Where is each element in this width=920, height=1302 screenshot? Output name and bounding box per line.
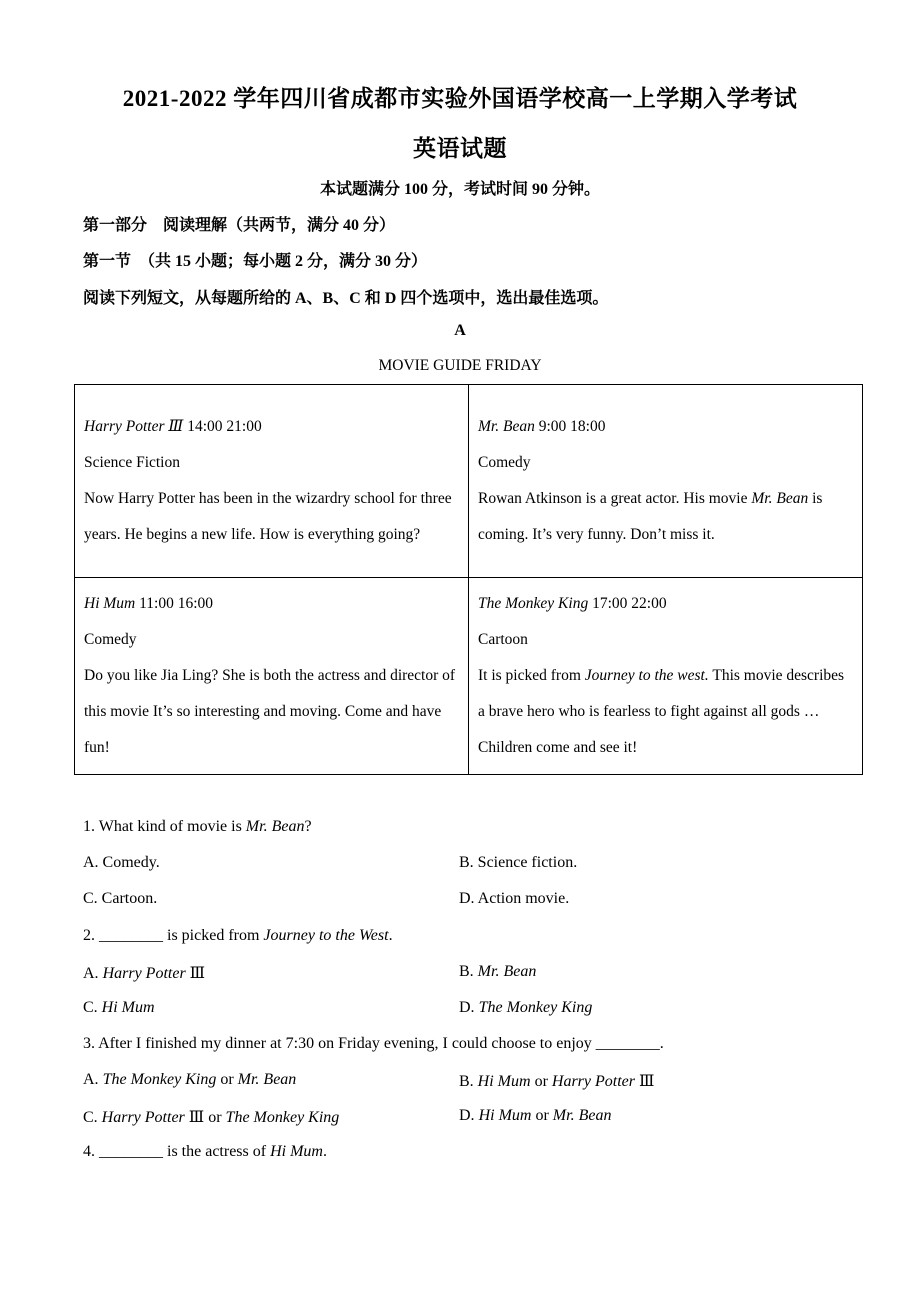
- desc-text: Rowan Atkinson is a great actor. His movie: [478, 490, 752, 507]
- section-heading: 第一节 （共 15 小题；每小题 2 分，满分 30 分）: [83, 253, 428, 270]
- movie-guide-table: [74, 384, 863, 775]
- movie-genre: Science Fiction: [84, 454, 180, 471]
- movie-title: Mr. Bean: [478, 418, 535, 435]
- q3-option-c: C. Harry Potter Ⅲ or The Monkey King: [83, 1109, 340, 1126]
- q2-option-a: A. Harry Potter Ⅲ: [83, 965, 206, 982]
- movie-cell-harry-potter: [75, 385, 469, 578]
- desc-text: is coming. It’s very funny. Don’t miss it.: [478, 490, 823, 543]
- desc-text: This movie describes a brave hero who is fearless to fight against all gods … Children come and see it!: [478, 667, 845, 756]
- movie-cell-mr-bean: [469, 385, 863, 578]
- movie-times: 17:00 22:00: [588, 595, 667, 612]
- instruction: 阅读下列短文，从每题所给的 A、B、C 和 D 四个选项中，选出最佳选项。: [83, 290, 609, 307]
- movie-cell-monkey-king: [469, 578, 863, 775]
- q1-option-c: C. Cartoon.: [83, 890, 158, 907]
- q3-option-b: B. Hi Mum or Harry Potter Ⅲ: [459, 1073, 655, 1090]
- movie-times: 14:00 21:00: [183, 418, 262, 435]
- movie-times: 11:00 16:00: [135, 595, 214, 612]
- exam-info: 本试题满分 100 分，考试时间 90 分钟。: [319, 181, 600, 198]
- question-1-stem: 1. What kind of movie is Mr. Bean?: [83, 818, 312, 835]
- q1-option-b: B. Science fiction.: [459, 854, 578, 871]
- q2-option-d: D. The Monkey King: [459, 999, 593, 1016]
- q3-option-a: A. The Monkey King or Mr. Bean: [83, 1071, 297, 1088]
- movie-genre: Cartoon: [478, 631, 528, 648]
- movie-title: Harry Potter Ⅲ: [84, 418, 184, 435]
- movie-desc: [478, 658, 853, 766]
- passage-heading: MOVIE GUIDE FRIDAY: [378, 357, 542, 374]
- passage-label: A: [454, 322, 466, 339]
- part-heading: 第一部分 阅读理解（共两节，满分 40 分）: [83, 217, 396, 234]
- q1-option-d: D. Action movie.: [459, 890, 570, 907]
- movie-desc: Now Harry Potter has been in the wizardry school for three years. He begins a new life. How is everything going?: [84, 490, 452, 543]
- desc-italic: Journey to the west.: [584, 667, 709, 684]
- movie-cell-hi-mum: [75, 578, 469, 775]
- question-2-stem: 2. ________ is picked from Journey to the West.: [83, 927, 393, 944]
- q1-option-a: A. Comedy.: [83, 854, 160, 871]
- exam-subtitle: 英语试题: [413, 136, 507, 161]
- question-4-stem: 4. ________ is the actress of Hi Mum.: [83, 1143, 327, 1160]
- desc-italic: Mr. Bean: [751, 490, 809, 507]
- q2-option-c: C. Hi Mum: [83, 999, 155, 1016]
- movie-genre: Comedy: [84, 631, 137, 648]
- question-3-stem: 3. After I finished my dinner at 7:30 on Friday evening, I could choose to enjoy ________.: [83, 1035, 664, 1052]
- movie-title: The Monkey King: [478, 595, 589, 612]
- movie-times: 9:00 18:00: [534, 418, 606, 435]
- desc-text: It is picked from: [478, 667, 585, 684]
- q3-option-d: D. Hi Mum or Mr. Bean: [459, 1107, 612, 1124]
- movie-desc: [478, 481, 853, 553]
- exam-title: 2021-2022 学年四川省成都市实验外国语学校高一上学期入学考试: [122, 86, 798, 111]
- movie-desc: Do you like Jia Ling? She is both the actress and director of this movie It’s so interesting and moving. Come and have fun!: [84, 667, 456, 756]
- movie-genre: Comedy: [478, 454, 531, 471]
- movie-title: Hi Mum: [84, 595, 136, 612]
- q2-option-b: B. Mr. Bean: [459, 963, 537, 980]
